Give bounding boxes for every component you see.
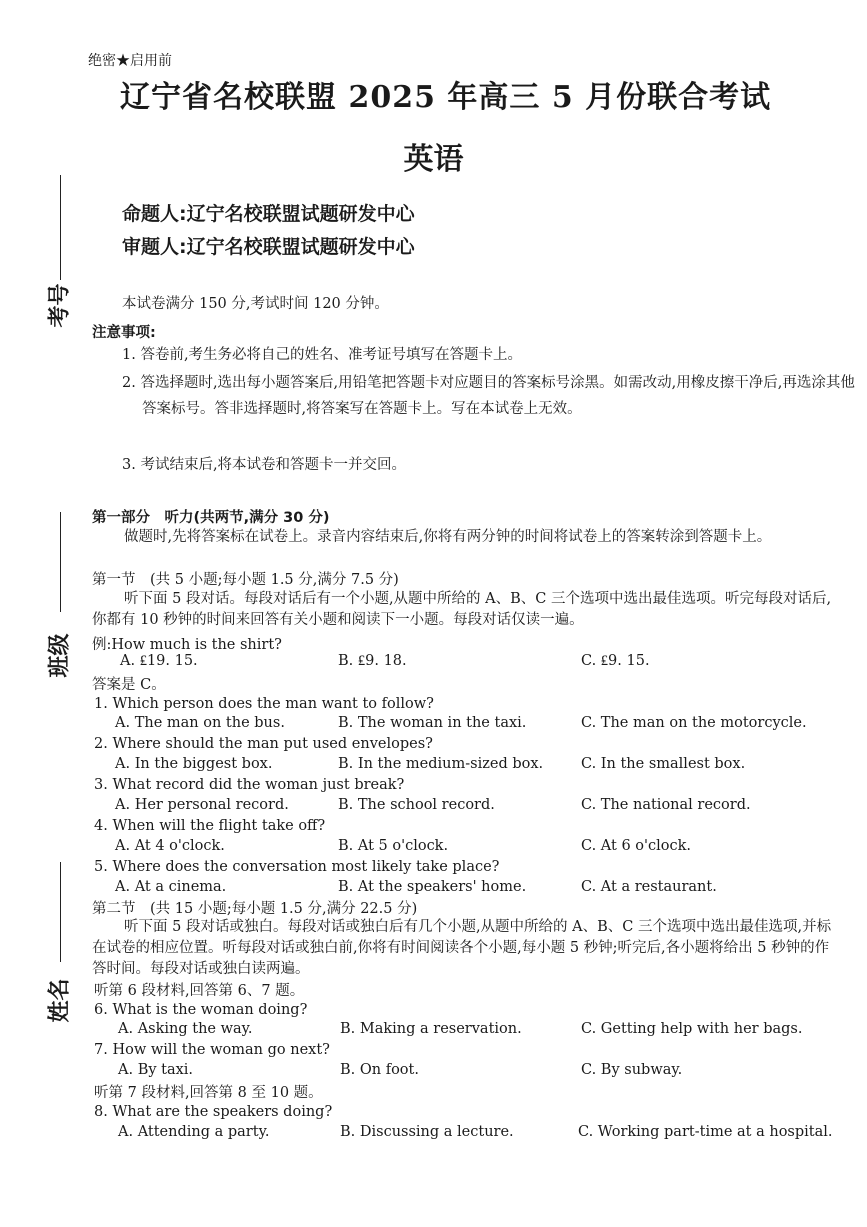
q7-option-b: B. On foot. [340, 1062, 419, 1078]
notice-item-1: 1. 答卷前,考生务必将自己的姓名、准考证号填写在答题卡上。 [122, 347, 523, 363]
q5-option-c: C. At a restaurant. [581, 879, 717, 895]
class-label: 班级 [47, 633, 73, 678]
q3-option-b: B. The school record. [338, 797, 495, 813]
exam-no-label: 考号 [47, 283, 73, 328]
question-1: 1. Which person does the man want to follow? [94, 696, 434, 712]
q2-option-c: C. In the smallest box. [581, 756, 746, 772]
q4-option-c: C. At 6 o'clock. [581, 838, 692, 854]
q8-option-c: C. Working part-time at a hospital. [578, 1124, 833, 1140]
q1-option-c: C. The man on the motorcycle. [581, 715, 807, 731]
notice-item-2: 2. 答选择题时,选出每小题答案后,用铅笔把答题卡对应题目的答案标号涂黑。如需改动,用橡皮擦干净后,再选涂其他答案标号。答非选择题时,将答案写在答题卡上。写在本试卷上无效。 [122, 375, 855, 417]
q6-option-a: A. Asking the way. [118, 1021, 253, 1037]
subject-title: 英语 [403, 142, 464, 177]
part1-heading: 第一部分 听力(共两节,满分 30 分) [92, 510, 330, 526]
notice-item-3: 3. 考试结束后,将本试卷和答题卡一并交回。 [122, 457, 407, 473]
example-option-c: C. ₤9. 15. [581, 653, 650, 669]
reviewer-line: 审题人:辽宁名校联盟试题研发中心 [122, 236, 415, 258]
section1-instruction: 听下面 5 段对话。每段对话后有一个小题,从题中所给的 A、B、C 三个选项中选出最佳选项。听完每段对话后,你都有 10 秒钟的时间来回答有关小题和阅读下一小题。每段对话仅读一遍。 [92, 591, 832, 628]
example-option-b: B. ₤9. 18. [338, 653, 407, 669]
example-option-a: A. ₤19. 15. [120, 653, 198, 669]
q2-option-b: B. In the medium-sized box. [338, 756, 544, 772]
material-7-label: 听第 7 段材料,回答第 8 至 10 题。 [94, 1085, 323, 1101]
intro-text: 本试卷满分 150 分,考试时间 120 分钟。 [122, 296, 389, 312]
question-8: 8. What are the speakers doing? [94, 1104, 333, 1120]
notice-heading: 注意事项: [92, 325, 156, 341]
question-3: 3. What record did the woman just break? [94, 777, 405, 793]
q4-option-b: B. At 5 o'clock. [338, 838, 449, 854]
q4-option-a: A. At 4 o'clock. [115, 838, 225, 854]
question-6: 6. What is the woman doing? [94, 1002, 308, 1018]
q3-option-a: A. Her personal record. [115, 797, 289, 813]
exam-title: 辽宁省名校联盟 2025 年高三 5 月份联合考试 [120, 80, 772, 115]
name-label: 姓名 [47, 978, 73, 1023]
secret-label: 绝密★启用前 [88, 53, 172, 69]
q7-option-c: C. By subway. [581, 1062, 683, 1078]
q1-option-a: A. The man on the bus. [115, 715, 285, 731]
q5-option-b: B. At the speakers' home. [338, 879, 527, 895]
q8-option-b: B. Discussing a lecture. [340, 1124, 514, 1140]
section2-heading: 第二节 (共 15 小题;每小题 1.5 分,满分 22.5 分) [92, 901, 418, 917]
setter-line: 命题人:辽宁名校联盟试题研发中心 [122, 203, 415, 225]
question-5: 5. Where does the conversation most likely take place? [94, 859, 500, 875]
q7-option-a: A. By taxi. [118, 1062, 194, 1078]
material-6-label: 听第 6 段材料,回答第 6、7 题。 [94, 983, 305, 999]
question-4: 4. When will the flight take off? [94, 818, 326, 834]
part1-instruction: 做题时,先将答案标在试卷上。录音内容结束后,你将有两分钟的时间将试卷上的答案转涂到答题卡上。 [124, 529, 772, 545]
exam-no-line [60, 175, 61, 280]
question-7: 7. How will the woman go next? [94, 1042, 330, 1058]
q1-option-b: B. The woman in the taxi. [338, 715, 527, 731]
example-question: 例:How much is the shirt? [92, 637, 282, 653]
q5-option-a: A. At a cinema. [115, 879, 227, 895]
q2-option-a: A. In the biggest box. [115, 756, 273, 772]
q8-option-a: A. Attending a party. [118, 1124, 270, 1140]
q6-option-c: C. Getting help with her bags. [581, 1021, 803, 1037]
section1-heading: 第一节 (共 5 小题;每小题 1.5 分,满分 7.5 分) [92, 572, 399, 588]
example-answer: 答案是 C。 [92, 677, 166, 693]
q6-option-b: B. Making a reservation. [340, 1021, 522, 1037]
class-line [60, 512, 61, 612]
name-line [60, 862, 61, 962]
q3-option-c: C. The national record. [581, 797, 751, 813]
section2-instruction: 听下面 5 段对话或独白。每段对话或独白后有几个小题,从题中所给的 A、B、C 三个选项中选出最佳选项,并标在试卷的相应位置。听每段对话或独白前,你将有时间阅读各个小题,每小题 5 秒钟;听完后,各小题将给出 5 秒钟的作答时间。每段对话或独白读两遍。 [92, 919, 832, 977]
question-2: 2. Where should the man put used envelopes? [94, 736, 433, 752]
